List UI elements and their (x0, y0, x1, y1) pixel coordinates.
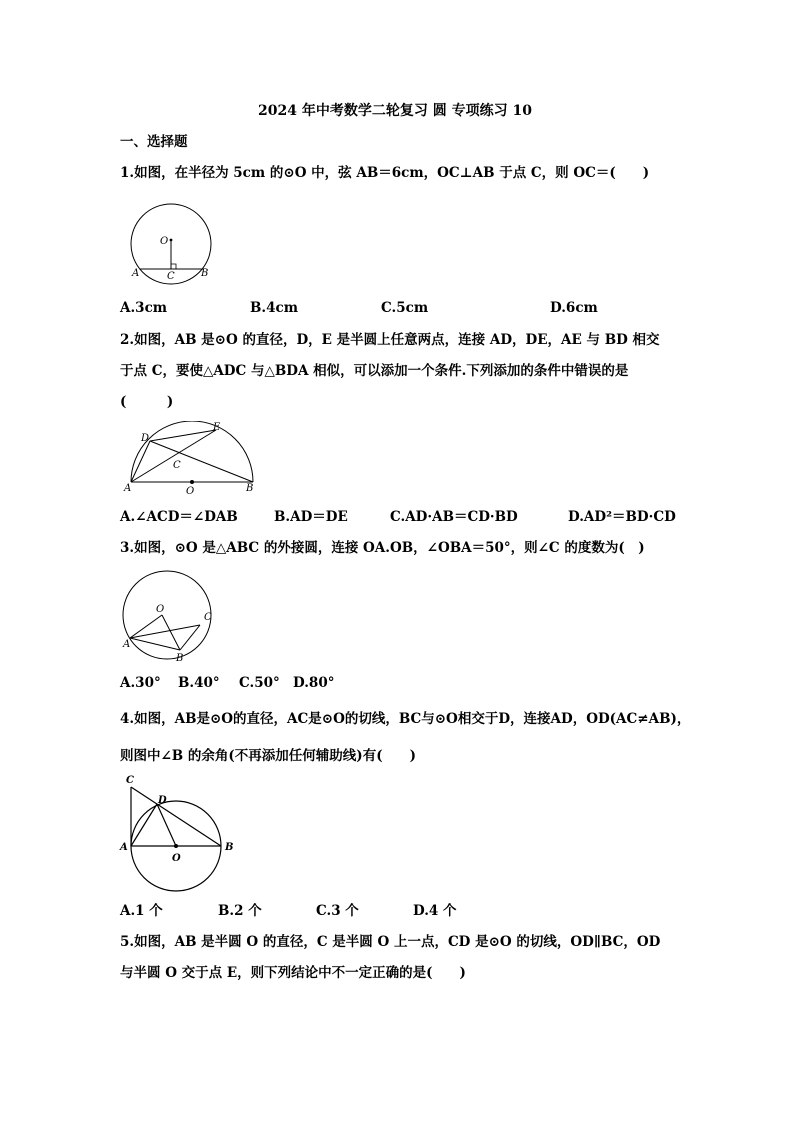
segment-ac (130, 625, 200, 638)
label-e: E (213, 422, 221, 433)
question-2-line-2: 于点 C，要使△ADC 与△BDA 相似，可以添加一个条件.下列添加的条件中错误的是 (120, 363, 629, 379)
q1-option-a[interactable]: A.3cm (120, 300, 168, 316)
section-heading: 一、选择题 (120, 134, 188, 150)
label-o: O (172, 853, 181, 864)
q2-option-b[interactable]: B.AD＝DE (274, 509, 348, 525)
label-o: O (160, 236, 169, 247)
q1-option-c[interactable]: C.5cm (381, 300, 429, 316)
label-c: C (173, 460, 181, 471)
label-c: C (167, 271, 175, 282)
question-4-figure (118, 770, 243, 895)
q1-option-d[interactable]: D.6cm (550, 300, 598, 316)
q2-option-c[interactable]: C.AD·AB＝CD·BD (390, 509, 518, 525)
q1-option-b[interactable]: B.4cm (250, 300, 299, 316)
question-4-line-1: 4.如图，AB是⊙O的直径，AC是⊙O的切线，BC与⊙O相交于D，连接AD，OD(AC≠AB)， (120, 711, 691, 727)
q4-option-b[interactable]: B.2 个 (218, 903, 262, 919)
label-b: B (176, 653, 184, 664)
label-d: D (158, 795, 167, 806)
label-o: O (156, 604, 165, 615)
segment-cb (131, 787, 221, 846)
q4-option-d[interactable]: D.4 个 (413, 903, 457, 919)
segment-ad (131, 804, 157, 846)
circle-o (123, 571, 211, 659)
question-1-figure (125, 202, 225, 292)
q4-option-c[interactable]: C.3 个 (316, 903, 359, 919)
q3-option-b[interactable]: B.40° (178, 675, 220, 691)
question-3-text: 3.如图，⊙O 是△ABC 的外接圆，连接 OA.OB，∠OBA＝50°，则∠C 的度数为( ) (120, 540, 645, 556)
label-a: A (120, 842, 128, 853)
question-3-figure (118, 570, 218, 665)
label-a: A (124, 483, 132, 494)
label-b: B (225, 842, 234, 853)
question-2-figure (120, 421, 265, 496)
label-d: D (141, 433, 150, 444)
question-1-text: 1.如图，在半径为 5cm 的⊙O 中，弦 AB＝6cm，OC⊥AB 于点 C，则 OC＝( ) (120, 165, 650, 181)
question-4-line-2: 则图中∠B 的余角(不再添加任何辅助线)有( ) (120, 748, 416, 764)
segment-bc (180, 625, 200, 650)
segment-ob (162, 615, 180, 650)
q4-option-a[interactable]: A.1 个 (120, 903, 163, 919)
label-c: C (126, 775, 134, 786)
label-a: A (123, 639, 131, 650)
label-b: B (201, 268, 209, 279)
label-o: O (186, 486, 195, 496)
question-2-line-1: 2.如图，AB 是⊙O 的直径，D，E 是半圆上任意两点，连接 AD，DE，AE 与 BD 相交 (120, 332, 660, 348)
semicircle-arc (131, 421, 253, 482)
right-angle-mark (171, 264, 176, 269)
q2-option-a[interactable]: A.∠ACD＝∠DAB (120, 509, 238, 525)
q3-option-a[interactable]: A.30° (120, 675, 161, 691)
question-5-line-1: 5.如图，AB 是半圆 O 的直径，C 是半圆 O 上一点，CD 是⊙O 的切线，OD∥BC，OD (120, 934, 661, 950)
center-point (190, 480, 194, 484)
q3-option-c[interactable]: C.50° (239, 675, 280, 691)
question-2-line-3: ( ) (120, 394, 174, 410)
question-5-line-2: 与半圆 O 交于点 E，则下列结论中不一定正确的是( ) (120, 965, 466, 981)
label-b: B (246, 483, 254, 494)
label-c: C (204, 612, 212, 623)
label-a: A (132, 268, 140, 279)
center-point (170, 239, 173, 242)
q2-option-d[interactable]: D.AD²＝BD·CD (568, 509, 676, 525)
center-point (174, 844, 178, 848)
q3-option-d[interactable]: D.80° (293, 675, 335, 691)
page-title: 2024 年中考数学二轮复习 圆 专项练习 10 (258, 103, 532, 119)
